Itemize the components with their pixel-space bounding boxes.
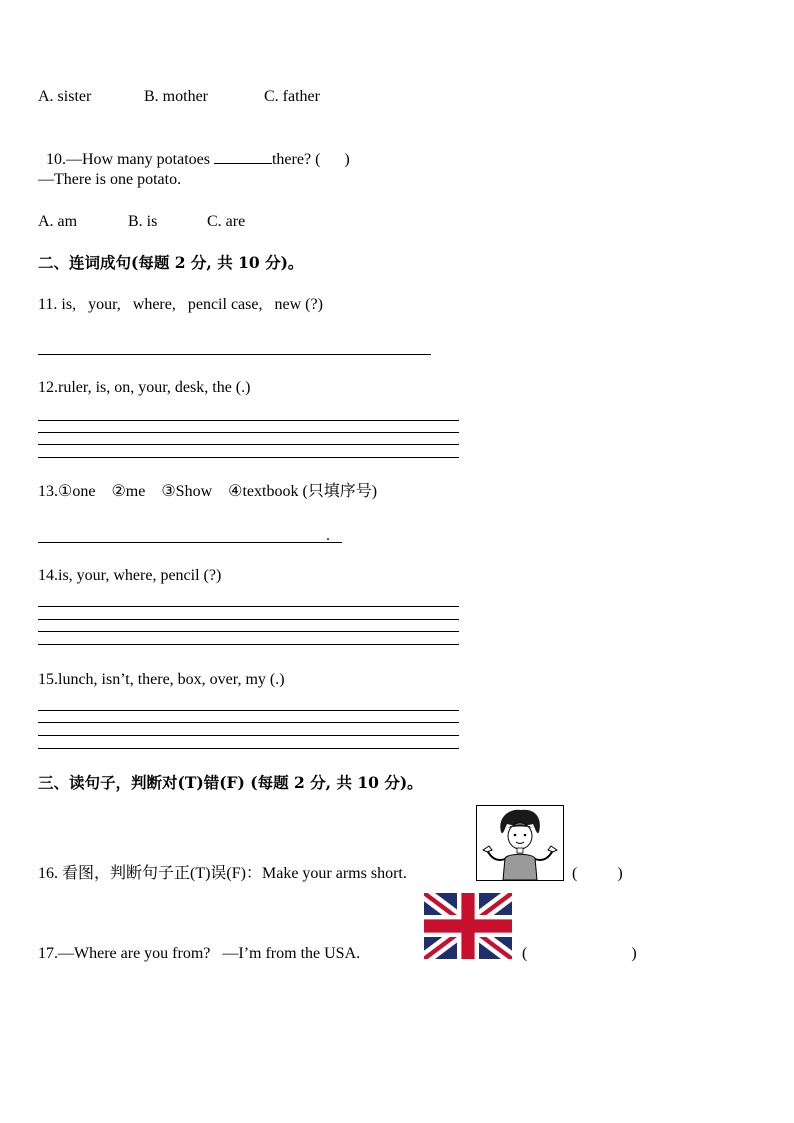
q14-writing-line-3 [38, 631, 459, 632]
q9-option-a: A. sister [38, 88, 92, 105]
q13-end-dot: . [326, 527, 330, 544]
q10-stem-before: 10.—How many potatoes [46, 151, 214, 168]
q14-text: 14.is, your, where, pencil (?) [38, 567, 222, 584]
q10-answer-line: —There is one potato. [38, 171, 182, 188]
q10-option-a: A. am [38, 213, 78, 230]
q12-writing-line-3 [38, 444, 459, 445]
q10-option-b: B. is [128, 213, 158, 230]
q15-writing-line-1 [38, 710, 459, 711]
q10-stem-after: there? ( ) [271, 151, 350, 168]
q17-text: 17.—Where are you from? —I’m from the USA. [38, 945, 361, 962]
q13-text: 13.①one ②me ③Show ④textbook (只填序号) [38, 483, 378, 500]
q15-text: 15.lunch, isn’t, there, box, over, my (.) [38, 671, 285, 688]
q16-text: 16. 看图，判断句子正(T)误(F)：Make your arms short. [38, 865, 407, 882]
q11-answer-line [38, 354, 431, 355]
q12-writing-line-1 [38, 420, 459, 421]
q9-option-c: C. father [264, 88, 320, 105]
section2-title: 二、连词成句(每题 2 分, 共 10 分)。 [38, 253, 304, 272]
q12-writing-line-2 [38, 432, 459, 433]
q14-writing-line-1 [38, 606, 459, 607]
q14-writing-line-2 [38, 619, 459, 620]
q9-option-b: B. mother [144, 88, 208, 105]
q10-option-c: C. are [207, 213, 246, 230]
q17-answer-parentheses: ( ) [522, 945, 637, 962]
q15-writing-line-3 [38, 735, 459, 736]
girl-shrugging-illustration [477, 806, 563, 880]
q12-text: 12.ruler, is, on, your, desk, the (.) [38, 379, 251, 396]
q15-writing-line-4 [38, 748, 459, 749]
uk-flag-icon [424, 893, 512, 959]
q13-answer-line [38, 542, 342, 543]
q15-writing-line-2 [38, 722, 459, 723]
girl-shrugging-picture [476, 805, 564, 881]
section3-title: 三、读句子，判断对(T)错(F) (每题 2 分, 共 10 分)。 [38, 773, 423, 792]
q10-answer-blank [214, 149, 272, 164]
uk-flag-picture [424, 893, 512, 959]
q10-stem [38, 129, 350, 170]
q16-answer-parentheses: ( ) [572, 865, 623, 882]
q12-writing-line-4 [38, 457, 459, 458]
q14-writing-line-4 [38, 644, 459, 645]
q11-text: 11. is, your, where, pencil case, new (?) [38, 296, 323, 313]
